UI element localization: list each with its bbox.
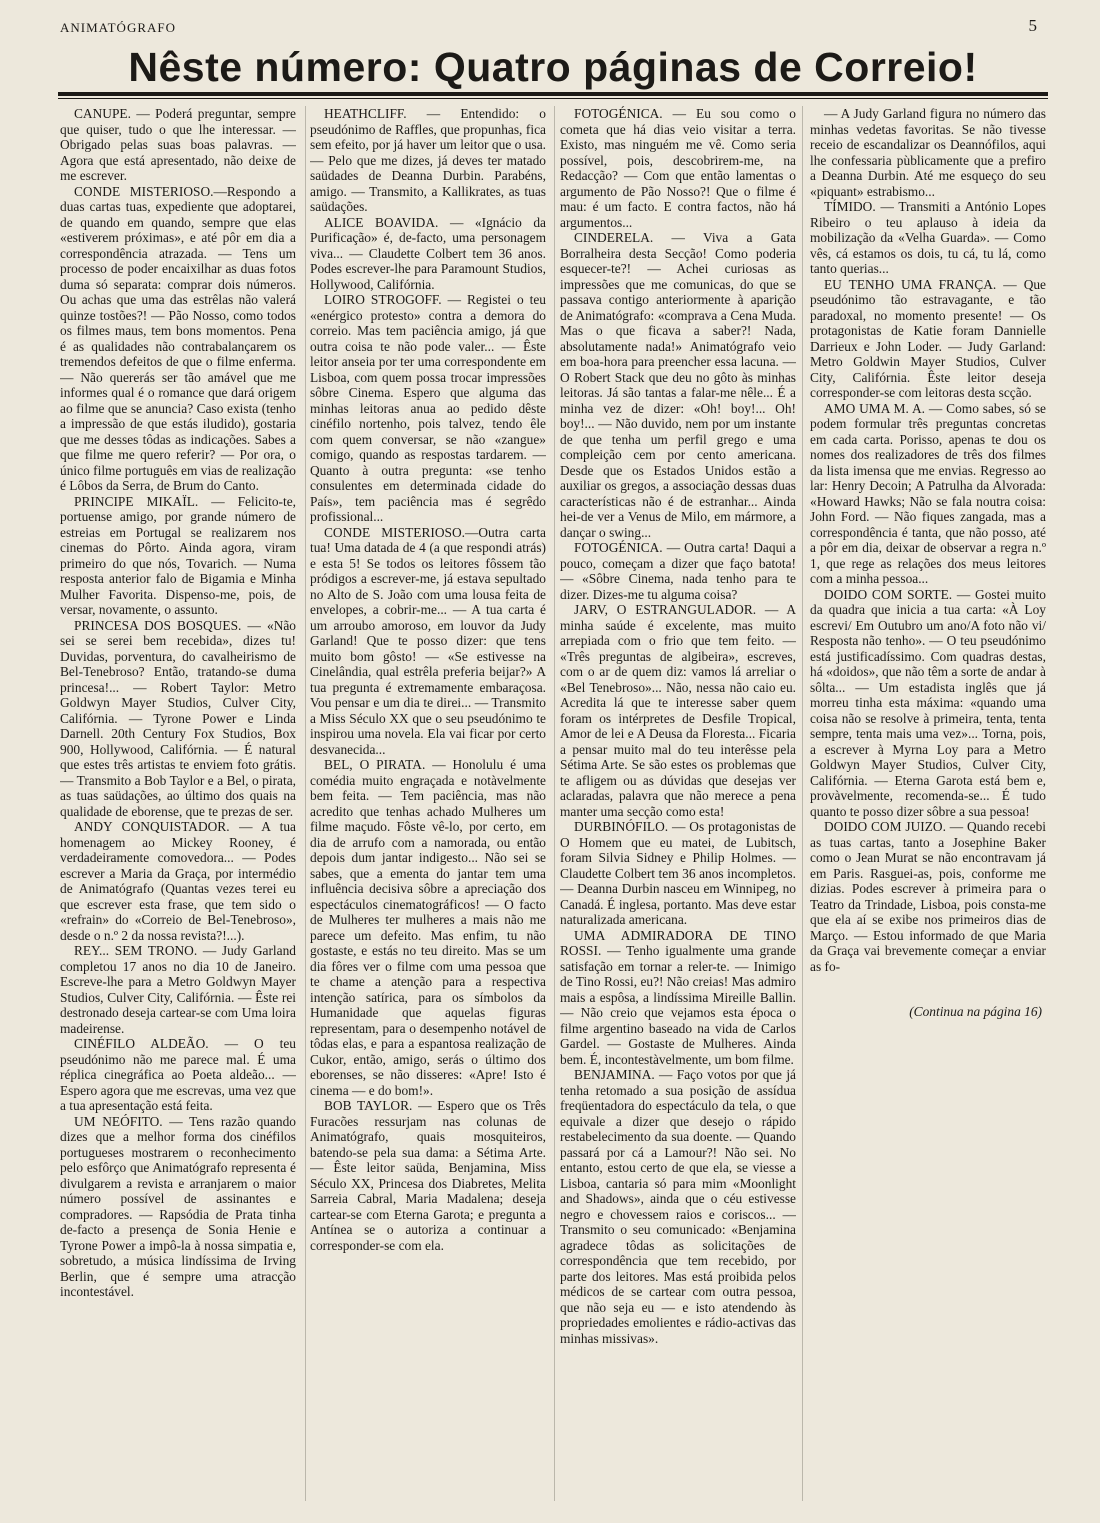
- letter-reply-paragraph: AMO UMA M. A. — Como sabes, só se podem formular três preguntas concretas em cada carta. Porisso, apenas te dou os nomes dos realizadores de três dos filmes da lista imensa que me envias. Regresso ao lar: Henry Decoin; A Patrulha da Alvorada: «Howard Hawks; Não se fala noutra coisa: John Ford. — Não fiques zangada, mas a correspondência é tanta, que não posso, até a pôr em dia, deixar de observar a regra n.º 1, que rege as relações dos meus leitores com a minha pessoa...: [810, 400, 1046, 586]
- letter-reply-paragraph: CINÉFILO ALDEÃO. — O teu pseudónimo não me parece mal. É uma réplica cinegráfica ao Poeta aldeão... — Espero agora que me escrevas, uma vez que a tua apresentação está feita.: [60, 1036, 296, 1113]
- letter-reply-paragraph: ALICE BOAVIDA. — «Ignácio da Purificação» é, de-facto, uma personagem viva... — Claudette Colbert tem 36 anos. Podes escrever-lhe para Paramount Studios, Hollywood, Califórnia.: [310, 214, 546, 292]
- letter-reply-paragraph: CONDE MISTERIOSO.—Outra carta tua! Uma datada de 4 (a que respondi atrás) e esta 5! Se todos os leitores fôssem tão pródigos a escrever-me, já estava sepultado no Alto de S. João com uma lousa feita de envelopes, a cobrir-me... — A tua carta é um arroubo amoroso, em louvor da Judy Garland! Que te posso dizer: que tens muito bom gôsto! — «Se estivesse na Cinelândia, qual estrêla preferia beijar?» A tua pregunta é extremamente embaraçosa. Vou pensar e um dia te direi... — Transmito a Miss Século XX que o seu pseudónimo te inspirou uma novela. Ela vai ficar por certo desvanecida...: [310, 524, 546, 757]
- letter-reply-paragraph: PRINCIPE MIKAÏL. — Felicito-te, portuense amigo, por grande número de estreias em Portugal se realizarem nos cinemas do Pôrto. Ainda agora, viram primeiro do que nós, Tovarich. — Numa resposta anterior falo de Bigamia e Minha Mulher Favorita. Dispenso-me, pois, de versar, novamente, o assunto.: [60, 493, 296, 617]
- article-columns: [60, 106, 1046, 1501]
- letter-reply-paragraph: CINDERELA. — Viva a Gata Borralheira desta Secção! Como poderia esquecer-te?! — Achei curiosas as impressões que me comunicas, do que se passava contigo anteriormente à aparição de Animatógrafo: «comprava a Cena Muda. Mas o que ficava a saber?! Nada, absolutamente nada!» Animatógrafo veio em boa-hora para preencher essa lacuna. — O Robert Stack que deu no gôto às minhas leitoras. Já são tantas a falar-me nêle... É a minha vez de dizer: «Oh! boy!... Oh! boy!... — Não duvido, nem por um instante de que tenha um perfil grego e uma compleição cem por cento americana. Desde que os Estados Unidos estão a auxiliar os gregos, a associação dessas duas características não é de estranhar... Ainda hei-de ver a Venus de Milo, em mármore, a dançar o swing...: [560, 230, 796, 540]
- headline-rule-thin: [58, 98, 1048, 99]
- letter-reply-paragraph: UM NEÓFITO. — Tens razão quando dizes que a melhor forma dos cinéfilos portugueses mostrarem o reconhecimento pelo esfôrço que Animatógrafo representa é divulgarem a revista e arranjarem o maior número possível de assinantes e compradores. — Rapsódia de Prata tinha de-facto a presença de Sonia Henie e Tyrone Power a impô-la à nossa simpatia e, sobretudo, a música lindíssima de Irving Berlin, que é sempre uma atracção incontestável.: [60, 1113, 296, 1299]
- letter-reply-paragraph: REY... SEM TRONO. — Judy Garland completou 17 anos no dia 10 de Janeiro. Escreve-lhe para a Metro Goldwyn Mayer Studios, Culver City, Califórnia. — Êste rei destronado deseja cartear-se com Uma loira madeirense.: [60, 943, 296, 1036]
- letter-reply-paragraph: LOIRO STROGOFF. — Registei o teu «enérgico protesto» contra a demora do correio. Mas tem paciência amigo, já que outra coisa te não pode valer... — Êste leitor anseia por ter uma correspondente em Lisboa, com quem possa trocar impressões sôbre Cinema. Espero que alguma das minhas leitoras anua ao pedido dêste cinéfilo nortenho, pois talvez, tendo êle com quem conversar, se não «zangue» comigo, quando as respostas tardarem. — Quanto à outra pregunta: «se tenho consulentes em determinada cidade do País», tem paciência mas é segrêdo profissional...: [310, 292, 546, 524]
- letter-reply-paragraph: FOTOGÉNICA. — Outra carta! Daqui a pouco, começam a dizer que faço batota! — «Sôbre Cinema, nada tenho para te dizer. Dizes-me tu alguma coisa?: [560, 540, 796, 602]
- headline-rule: [58, 92, 1048, 96]
- letter-reply-paragraph: — A Judy Garland figura no número das minhas vedetas favoritas. Se não tivesse receio de escandalizar os Deannófilos, aqui lhe confessaria pùblicamente que a prefiro a Deanna Durbin. Até me esqueço do seu «piquant» estrabismo...: [810, 106, 1046, 199]
- letter-reply-paragraph: DOIDO COM JUIZO. — Quando recebi as tuas cartas, tanto a Josephine Baker como o Jean Murat se não encontravam já em Paris. Rasguei-as, pois, conforme me dizias. Podes escrever à primeira para o Teatro da Trindade, Lisboa, pois consta-me que ela aí se exibe nos primeiros dias de Março. — Estou informado de que Maria da Graça vai brevemente começar a enviar as fo-: [810, 819, 1046, 974]
- letter-reply-paragraph: UMA ADMIRADORA DE TINO ROSSI. — Tenho igualmente uma grande satisfação em tornar a reler-te. — Inimigo de Tino Rossi, eu?! Não creias! Mas admiro mais a espôsa, a lindíssima Mireille Ballin. — Não creio que vejamos esta época o filme argentino baseado na vida de Carlos Gardel. — Gostaste de Mulheres. Ainda bem. É, incontestàvelmente, um bom filme.: [560, 927, 796, 1067]
- page-number: 5: [1028, 16, 1038, 35]
- letter-reply-paragraph: DOIDO COM SORTE. — Gostei muito da quadra que inicia a tua carta: «À Loy escrevi/ Em Outubro um ano/A foto não vi/ Resposta não tenho». — O teu pseudónimo está justificadíssimo. Com quadras destas, há «doidos», que não têm a sorte de andar à sôlta... — Um estadista inglês que já morreu tinha esta máxima: «quando uma coisa não se resolve à primeira, tenta, tenta sempre, tenta mais uma vez»... Torna, pois, a escrever à Myrna Loy para a Metro Goldwyn Mayer Studios, Culver City, Califórnia. — Eterna Garota está bem e, provàvelmente, recomenda-se... É tudo quanto te posso dizer sôbre a sua pessoa!: [810, 586, 1046, 819]
- column-3: [560, 106, 796, 1501]
- letter-reply-paragraph: ANDY CONQUISTADOR. — A tua homenagem ao Mickey Rooney, é verdadeiramente comovedora... — Podes escrever a Maria da Graça, por intermédio de Animatógrafo (Quantas vezes terei eu que escrever esta frase, que tem sido o «refrain» do «Correio de Bel-Tenebroso», desde o n.º 2 da nossa revista?!...).: [60, 819, 296, 943]
- running-head: [60, 14, 1038, 38]
- letter-reply-paragraph: CONDE MISTERIOSO.—Respondo a duas cartas tuas, expediente que adoptarei, de quando em quando, sempre que elas «estiverem próximas», e até pôr em dia a correspondência atrazada. — Tens um processo de poder encaixilhar as duas fotos duma só separata: comprar dois números. Ou achas que uma das estrêlas não valerá quinze tostões?! — Pão Nosso, como todos os filmes maus, tem bons momentos. Pena é as qualidades não contrabalançarem os tremendos defeitos de que o filme enferma. — Não quererás ser tão amável que me informes qual é o romance que dará origem ao filme que se anuncia? Caso exista (tenho a impressão de que estás iludido), gostaria que me desses tôdas as indicações. Sabes a que filme me quero referir? — Por ora, o único filme português em vias de realização é Lôbos da Serra, de Brum do Canto.: [60, 183, 296, 493]
- column-2: [310, 106, 546, 1501]
- magazine-name: ANIMATÓGRAFO: [60, 20, 177, 35]
- letter-reply-paragraph: TÍMIDO. — Transmiti a António Lopes Ribeiro o teu aplauso à ideia da mobilização da «Velha Guarda». — Como vês, cá estamos os dois, tu cá, tu lá, como tanto querias...: [810, 199, 1046, 276]
- letter-reply-paragraph: FOTOGÉNICA. — Eu sou como o cometa que há dias veio visitar a terra. Existo, mas ninguém me vê. Como seria possível, pois, descobrirem-me, na Redacção? — Com que então lamentas o argumento de Pão Nosso?! Que o filme é mau: é um facto. E contra factos, não há argumentos...: [560, 106, 796, 230]
- letter-reply-paragraph: EU TENHO UMA FRANÇA. — Que pseudónimo tão estravagante, e tão paradoxal, no momento presente! — Os protagonistas de Katie foram Dannielle Darrieux e John Loder. — Judy Garland: Metro Goldwin Mayer Studios, Culver City, Califórnia. Êste leitor deseja corresponder-se com leitoras desta scção.: [810, 276, 1046, 400]
- column-1: [60, 106, 296, 1501]
- letter-reply-paragraph: BOB TAYLOR. — Espero que os Três Furacões ressurjam nas colunas de Animatógrafo, quais mosquiteiros, batendo-se pela sua dama: a Sétima Arte. — Êste leitor saüda, Benjamina, Miss Século XX, Princesa dos Diabretes, Melita Sarreia Cabral, Maria Madalena; deseja cartear-se com Eterna Garota; e pregunta a Antínea se o autoriza a continuar a corresponder-se com ela.: [310, 1098, 546, 1253]
- column-4: [810, 106, 1046, 1501]
- letter-reply-paragraph: DURBINÓFILO. — Os protagonistas de O Homem que eu matei, de Lubitsch, foram Silvia Sidney e Philip Holmes. — Claudette Colbert tem 36 anos incompletos. — Deanna Durbin nasceu em Winnipeg, no Canadá. É inglesa, portanto. Mas deve estar naturalizada americana.: [560, 819, 796, 927]
- letter-reply-paragraph: BENJAMINA. — Faço votos por que já tenha retomado a sua posição de assídua freqüentadora do espectáculo da tela, o que equivale a dizer que desejo o rápido restabelecimento da sua doente. — Quando passará por cá a Lamour?! Não sei. No entanto, estou certo de que ela, se viesse a Lisboa, cantaria só para mim «Moonlight and Shadows», ainda que o céu estivesse negro e chovessem raios e coriscos... — Transmito o seu comunicado: «Benjamina agradece tôdas as solicitações de correspondência que tem recebido, por parte dos leitores. Mas está proibida pelos médicos de se cartear com outra pessoa, que não seja eu — e isto atendendo às propriedades emolientes e rádio-activas das minhas missivas».: [560, 1067, 796, 1346]
- letter-reply-paragraph: BEL, O PIRATA. — Honolulu é uma comédia muito engraçada e notàvelmente bem feita. — Tem paciência, mas não acredito que tenhas achado Mulheres um filme maçudo. Fôste vê-lo, por certo, em dia de arrufo com a namorada, ou então depois dum jantar indigesto... Não sei se sabes, que a ementa do jantar tem uma influência decisiva sôbre a apreciação dos espectáculos cinematográficos! — O facto de Mulheres ter mulheres a mais não me parece um defeito. Mas enfim, tu não gostaste, e estás no teu direito. Mas se um dia fôres ver o filme com uma pessoa que te chame a atenção para a respectiva intenção satírica, para os símbolos da Humanidade que aquelas figuras representam, para o desempenho notável de tôdas elas, e para a espantosa realização de Cukor, então, amigo, serás o último dos eborenses, se não disseres: «Apre! Isto é cinema — e do bom!».: [310, 757, 546, 1098]
- letter-reply-paragraph: CANUPE. — Poderá preguntar, sempre que quiser, tudo o que lhe interessar. — Obrigado pelas suas boas palavras. — Agora que está apresentado, não deixe de me escrever.: [60, 106, 296, 183]
- letter-reply-paragraph: PRINCESA DOS BOSQUES. — «Não sei se serei bem recebida», dizes tu! Duvidas, porventura, do cavalheirismo de Bel-Tenebroso? Então, tratando-se duma princesa!... — Robert Taylor: Metro Goldwyn Mayer Studios, Culver City, Califórnia. — Tyrone Power e Linda Darnell. 20th Century Fox Studios, Box 900, Hollywood, Califórnia. — É natural que estes três artistas te enviem foto grátis. — Transmito a Bob Taylor e a Bel, o pirata, as tuas saüdações, ao último dos quais na qualidade de eborense, que te prezas de ser.: [60, 617, 296, 819]
- letter-reply-paragraph: JARV, O ESTRANGULADOR. — A minha saúde é excelente, mas muito arrepiada com o frio que tem feito. — «Três preguntas de algibeira», escreves, com o ar de quem diz: vamos lá arreliar o «Bel Tenebroso»... Não, nessa não caio eu. Acredita lá que te interesse saber quem foram os intérpretes de Desfile Tropical, Amor de lei e A Deusa da Floresta... Ficaria a pensar muito mal do teu interêsse pela Sétima Arte. Se são estes os problemas que te afligem ou as dúvidas que desejas ver aclaradas, palavra que não merece a pena manter uma secção como esta!: [560, 602, 796, 819]
- letter-reply-paragraph: HEATHCLIFF. — Entendido: o pseudónimo de Raffles, que propunhas, fica sem efeito, por já haver um leitor que o usa. — Pelo que me dizes, já deves ter matado saüdades de Deanna Durbin. Parabéns, amigo. — Transmito, a Kallikrates, as tuas saüdações.: [310, 106, 546, 214]
- letter-reply-paragraph: (Continua na página 16): [909, 1004, 1042, 1019]
- page-headline: Nêste número: Quatro páginas de Correio!: [128, 44, 978, 90]
